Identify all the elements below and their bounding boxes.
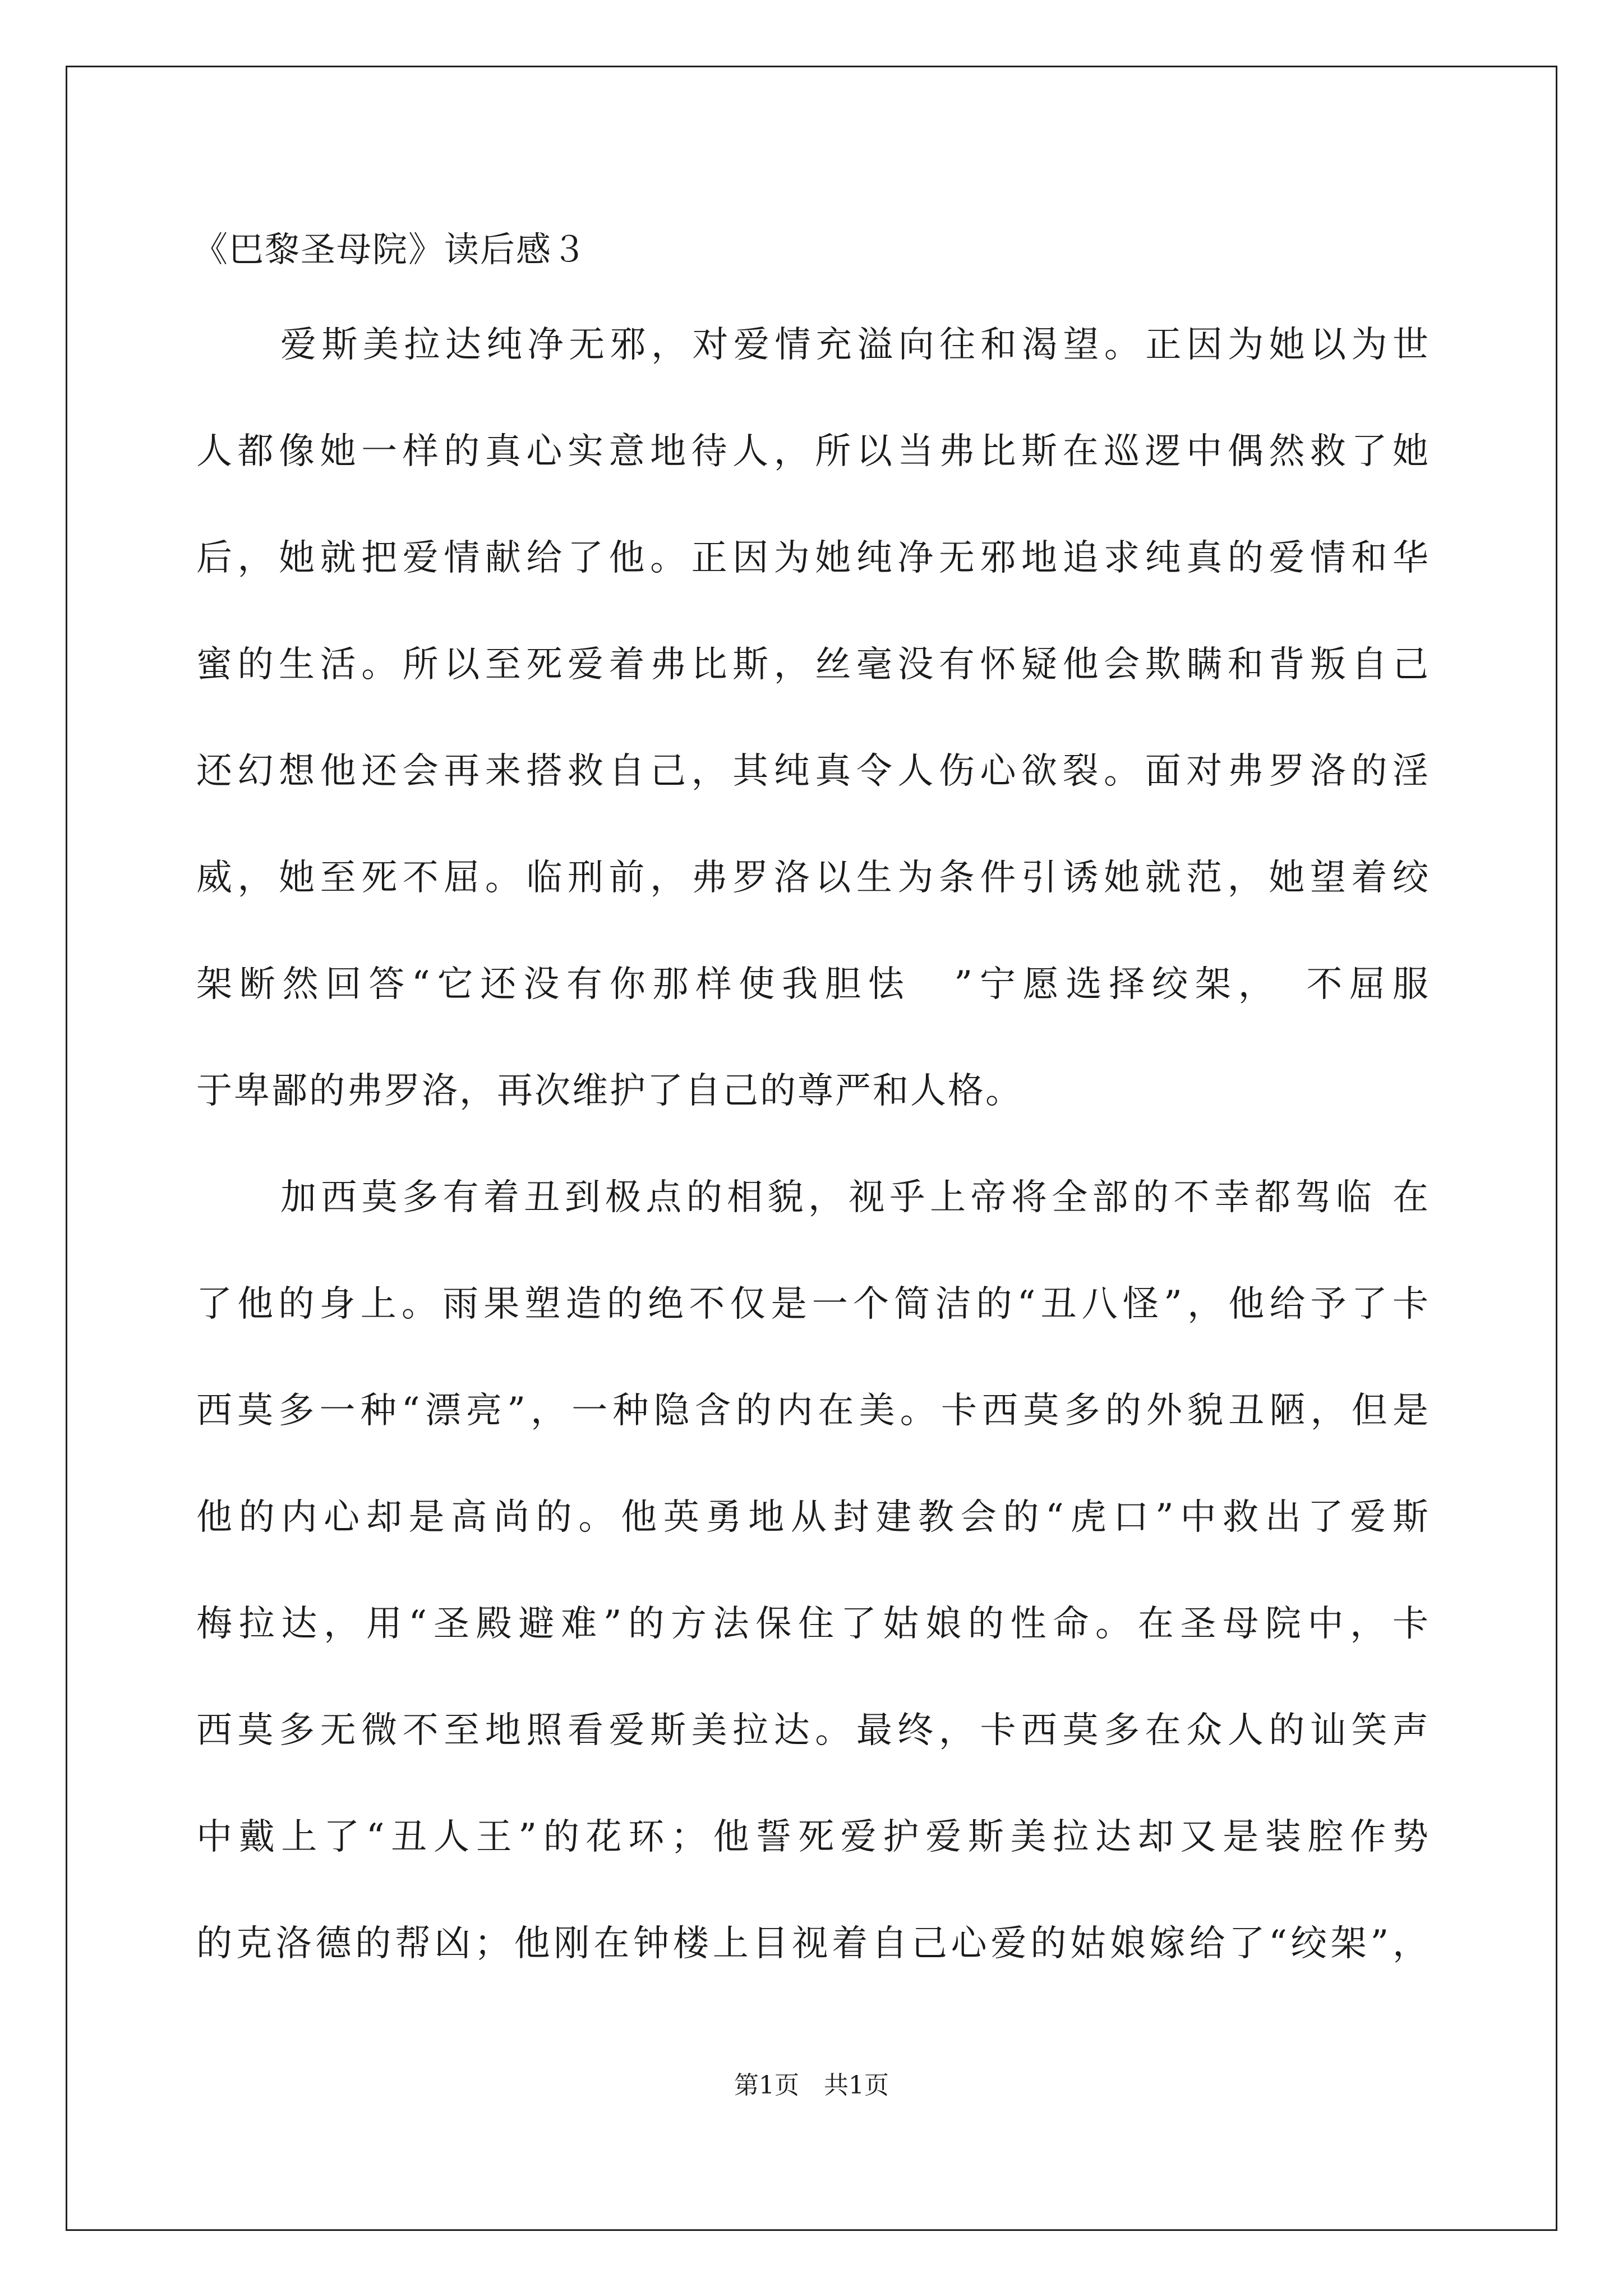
- text-line: 后，她就把爱情献给了他。正因为她纯净无邪地追求纯真的爱情和华: [196, 537, 1430, 579]
- text-line: 加西莫多有着丑到极点的相貌，视乎上帝将全部的不幸都驾临 在: [280, 1177, 1430, 1218]
- text-line: 了他的身上。雨果塑造的绝不仅是一个简洁的“丑八怪”，他给予了卡: [196, 1283, 1430, 1325]
- document-title: 《巴黎圣母院》读后感３: [193, 229, 588, 270]
- paragraph-esmeralda: [196, 292, 1430, 1144]
- text-line: 蜜的生活。所以至死爱着弗比斯，丝毫没有怀疑他会欺瞒和背叛自己: [196, 644, 1430, 685]
- document-body: [196, 292, 1430, 1997]
- text-line: 架断然回答“它还没有你那样使我胆怯 ”宁愿选择绞架， 不屈服: [196, 964, 1430, 1005]
- text-line: 西莫多无微不至地照看爱斯美拉达。最终，卡西莫多在众人的讪笑声: [196, 1710, 1430, 1751]
- text-line: 中戴上了“丑人王”的花环；他誓死爱护爱斯美拉达却又是装腔作势: [196, 1816, 1430, 1858]
- text-line: 还幻想他还会再来搭救自己，其纯真令人伤心欲裂。面对弗罗洛的淫: [196, 751, 1430, 792]
- text-line: 西莫多一种“漂亮”，一种隐含的内在美。卡西莫多的外貌丑陋，但是: [196, 1390, 1430, 1432]
- page-number-footer: 第1页 共1页: [734, 2071, 889, 2100]
- text-line: 爱斯美拉达纯净无邪，对爱情充溢向往和渴望。正因为她以为世: [280, 324, 1430, 366]
- text-line: 的克洛德的帮凶；他刚在钟楼上目视着自己心爱的姑娘嫁给了“绞架”，: [196, 1923, 1430, 1964]
- text-line: 于卑鄙的弗罗洛，再次维护了自己的尊严和人格。: [196, 1070, 1023, 1112]
- paragraph-quasimodo: [196, 1144, 1430, 1997]
- text-line: 人都像她一样的真心实意地待人，所以当弗比斯在巡逻中偶然救了她: [196, 431, 1430, 472]
- text-line: 梅拉达，用“圣殿避难”的方法保住了姑娘的性命。在圣母院中，卡: [196, 1603, 1430, 1645]
- text-line: 威，她至死不屈。临刑前，弗罗洛以生为条件引诱她就范，她望着绞: [196, 857, 1430, 899]
- text-line: 他的内心却是高尚的。他英勇地从封建教会的“虎口”中救出了爱斯: [196, 1497, 1430, 1538]
